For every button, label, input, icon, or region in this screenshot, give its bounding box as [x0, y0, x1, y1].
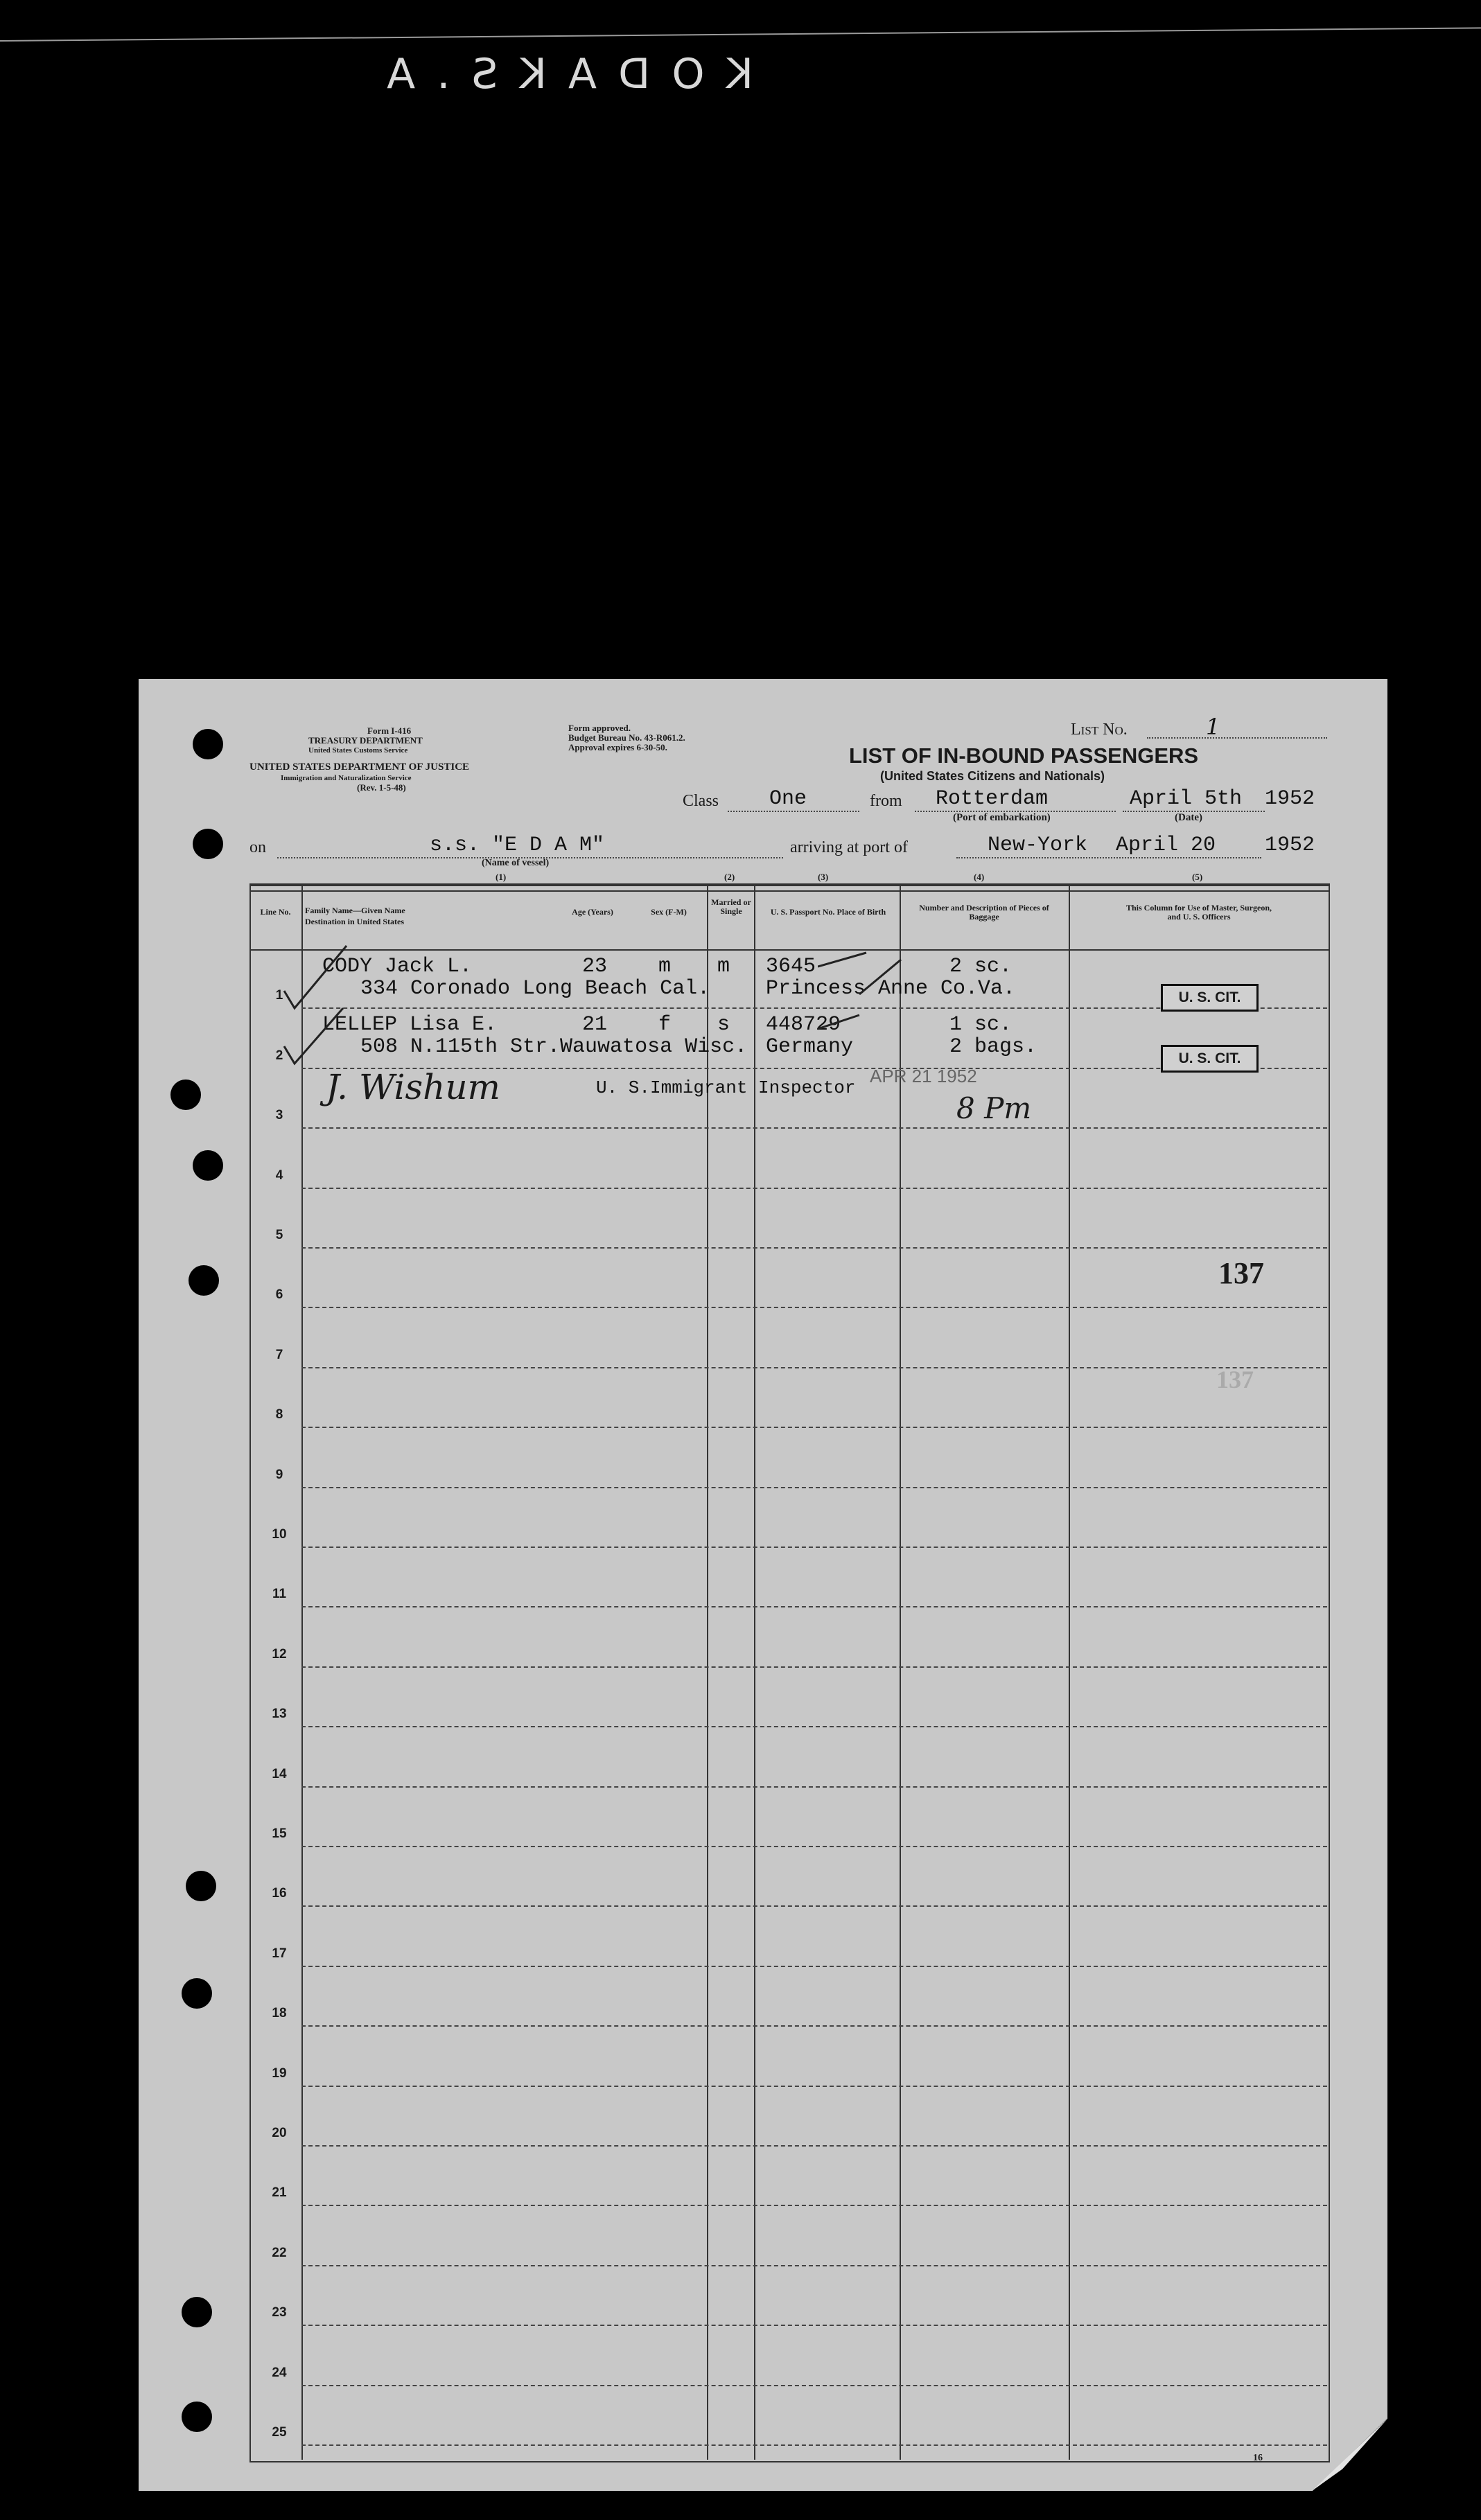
form-approved: Form approved. — [568, 723, 631, 733]
header-rule — [249, 949, 1329, 951]
line-number: 18 — [272, 2006, 287, 2021]
line-number: 9 — [275, 1467, 283, 1482]
from-label: from — [870, 792, 902, 810]
col-num-1: (1) — [496, 872, 507, 882]
row-rule — [301, 2385, 1327, 2386]
row-rule — [301, 2265, 1327, 2266]
row-rule — [301, 1427, 1327, 1428]
row-rule — [301, 1846, 1327, 1847]
punch-hole — [186, 1871, 216, 1901]
list-no-value: 1 — [1206, 714, 1220, 740]
passenger-1-name: CODY Jack L. — [322, 955, 473, 978]
line-number: 6 — [275, 1287, 283, 1303]
line-number: 10 — [272, 1527, 287, 1542]
from-value: Rotterdam — [936, 787, 1049, 811]
port-embark-caption: (Port of embarkation) — [953, 812, 1051, 823]
us-cit-stamp: U. S. CIT. — [1161, 984, 1259, 1012]
row-rule — [301, 1367, 1327, 1368]
punch-hole — [182, 2297, 212, 2327]
arrival-line — [956, 857, 1261, 858]
col-divider — [900, 883, 901, 2460]
line-number: 3 — [275, 1108, 283, 1123]
line-number: 22 — [272, 2245, 287, 2260]
passenger-table — [249, 883, 1330, 2462]
row-rule — [301, 1966, 1327, 1967]
line-number: 15 — [272, 1826, 287, 1841]
line-number: 23 — [272, 2305, 287, 2320]
vessel-caption: (Name of vessel) — [482, 858, 550, 868]
row-rule — [301, 2205, 1327, 2206]
year-2: 1952 — [1265, 834, 1315, 857]
date-caption: (Date) — [1175, 812, 1202, 823]
col-divider — [1069, 883, 1070, 2460]
line-number: 11 — [272, 1587, 287, 1602]
line-number: 7 — [275, 1347, 283, 1362]
passenger-1-baggage: 2 sc. — [949, 955, 1013, 978]
inspector-signature: J. Wishum — [326, 1067, 500, 1107]
line-number: 1 — [275, 988, 283, 1003]
passport-ticks — [818, 946, 908, 1043]
passenger-1-sex: m — [658, 955, 672, 978]
page-title: LIST OF IN-BOUND PASSENGERS — [849, 743, 1199, 768]
arriving-label: arriving at port of — [790, 838, 908, 856]
line-number: 19 — [272, 2065, 287, 2081]
col-officers: This Column for Use of Master, Surgeon, and U. S. Officers — [1125, 903, 1272, 922]
passenger-1-married: m — [717, 955, 730, 978]
footer-mark: 16 — [1253, 2453, 1263, 2463]
row-rule — [301, 1307, 1327, 1308]
passenger-2-name: LELLEP Lisa E. — [322, 1013, 498, 1037]
inspector-title: U. S.Immigrant Inspector — [596, 1077, 856, 1098]
row-rule — [301, 2086, 1327, 2087]
line-number: 4 — [275, 1168, 283, 1183]
row-rule — [301, 2025, 1327, 2027]
page-subtitle: (United States Citizens and Nationals) — [880, 769, 1105, 783]
line-number: 25 — [272, 2425, 287, 2440]
list-no-line — [1147, 737, 1327, 739]
treasury-dept: TREASURY DEPARTMENT — [308, 735, 423, 746]
date-value: April 5th — [1130, 787, 1243, 811]
punch-hole — [193, 1150, 223, 1181]
punch-hole — [182, 1978, 212, 2009]
arrival-date: April 20 — [1116, 834, 1216, 857]
class-label: Class — [683, 792, 719, 810]
line-number: 13 — [272, 1707, 287, 1722]
col-num-4: (4) — [974, 872, 985, 882]
col-married: Married or Single — [711, 897, 751, 916]
row-rule — [301, 1547, 1327, 1548]
row-rule — [301, 2325, 1327, 2326]
list-no-label: List No. — [1071, 721, 1128, 739]
line-number: 5 — [275, 1228, 283, 1242]
row-rule — [301, 1666, 1327, 1668]
customs-service: United States Customs Service — [308, 746, 408, 755]
row-rule — [301, 1726, 1327, 1727]
punch-hole — [170, 1080, 201, 1110]
col-sex: Sex (F-M) — [651, 907, 687, 917]
row-rule — [301, 1786, 1327, 1788]
punch-hole — [193, 729, 223, 759]
table-top-rule — [249, 883, 1329, 892]
row-rule — [301, 1247, 1327, 1249]
passenger-2-baggage-2: 2 bags. — [949, 1035, 1037, 1059]
annotation-137-faint: 137 — [1216, 1366, 1254, 1393]
passenger-2-passport: 448729 — [766, 1013, 841, 1037]
form-number: Form I-416 — [367, 725, 412, 736]
line-number: 8 — [275, 1407, 283, 1422]
col-destination: Destination in United States — [305, 917, 405, 926]
ins-service: Immigration and Naturalization Service — [281, 774, 412, 782]
passenger-2-address: 508 N.115th Str.Wauwatosa Wisc. — [360, 1035, 748, 1059]
line-number: 20 — [272, 2126, 287, 2140]
row-rule — [301, 1188, 1327, 1189]
row-rule — [301, 2444, 1327, 2446]
film-edge-line — [0, 27, 1481, 42]
annotation-137: 137 — [1218, 1256, 1264, 1290]
line-number: 16 — [272, 1886, 287, 1901]
passenger-1-age: 23 — [582, 955, 608, 978]
budget-bureau: Budget Bureau No. 43-R061.2. — [568, 732, 685, 743]
row-rule — [301, 1905, 1327, 1907]
arrival-port: New-York — [988, 834, 1088, 857]
punch-hole — [193, 829, 223, 859]
col-passport: U. S. Passport No. Place of Birth — [770, 907, 886, 917]
on-label: on — [249, 838, 266, 856]
passenger-2-sex: f — [658, 1013, 672, 1037]
row-rule — [301, 1487, 1327, 1488]
col-divider — [301, 883, 303, 2460]
line-number: 12 — [272, 1646, 287, 1662]
col-divider — [707, 883, 708, 2460]
row-rule — [301, 2145, 1327, 2147]
col-num-2: (2) — [724, 872, 735, 882]
vessel-value: s.s. "E D A M" — [430, 834, 605, 857]
class-value: One — [769, 787, 807, 811]
year-1: 1952 — [1265, 787, 1315, 811]
film-edge-text — [0, 42, 1481, 118]
date-stamp: APR 21 1952 — [870, 1066, 977, 1086]
justice-dept: UNITED STATES DEPARTMENT OF JUSTICE — [249, 761, 470, 773]
passenger-2-birth: Germany — [766, 1035, 854, 1059]
col-baggage: Number and Description of Pieces of Baggage — [919, 903, 1049, 922]
punch-hole — [189, 1265, 219, 1296]
line-number: 21 — [272, 2185, 287, 2201]
passenger-2-age: 21 — [582, 1013, 608, 1037]
col-name: Family Name—Given Name — [305, 906, 405, 915]
col-num-5: (5) — [1192, 872, 1203, 882]
kodak-label: K O D A K S . A — [383, 50, 753, 98]
passenger-1-passport: 3645 — [766, 955, 816, 978]
passenger-1-birth: Princess Anne Co.Va. — [766, 977, 1016, 1001]
punch-hole — [182, 2402, 212, 2432]
us-cit-stamp: U. S. CIT. — [1161, 1045, 1259, 1073]
col-line-no: Line No. — [260, 907, 291, 917]
col-age: Age (Years) — [572, 907, 613, 917]
row-rule — [301, 1127, 1327, 1129]
approval-expires: Approval expires 6-30-50. — [568, 742, 667, 752]
line-number: 14 — [272, 1766, 287, 1781]
col-num-3: (3) — [818, 872, 829, 882]
line-number: 2 — [275, 1048, 283, 1063]
passenger-2-baggage: 1 sc. — [949, 1013, 1013, 1037]
passenger-2-married: s — [717, 1013, 730, 1037]
inspector-note: 8 Pm — [956, 1091, 1032, 1125]
col-divider — [754, 883, 755, 2460]
line-number: 17 — [272, 1946, 287, 1961]
passenger-1-address: 334 Coronado Long Beach Cal. — [360, 977, 710, 1001]
line-number: 24 — [272, 2365, 287, 2380]
row-rule — [301, 1606, 1327, 1607]
class-line — [728, 811, 859, 812]
revision: (Rev. 1-5-48) — [357, 782, 406, 793]
